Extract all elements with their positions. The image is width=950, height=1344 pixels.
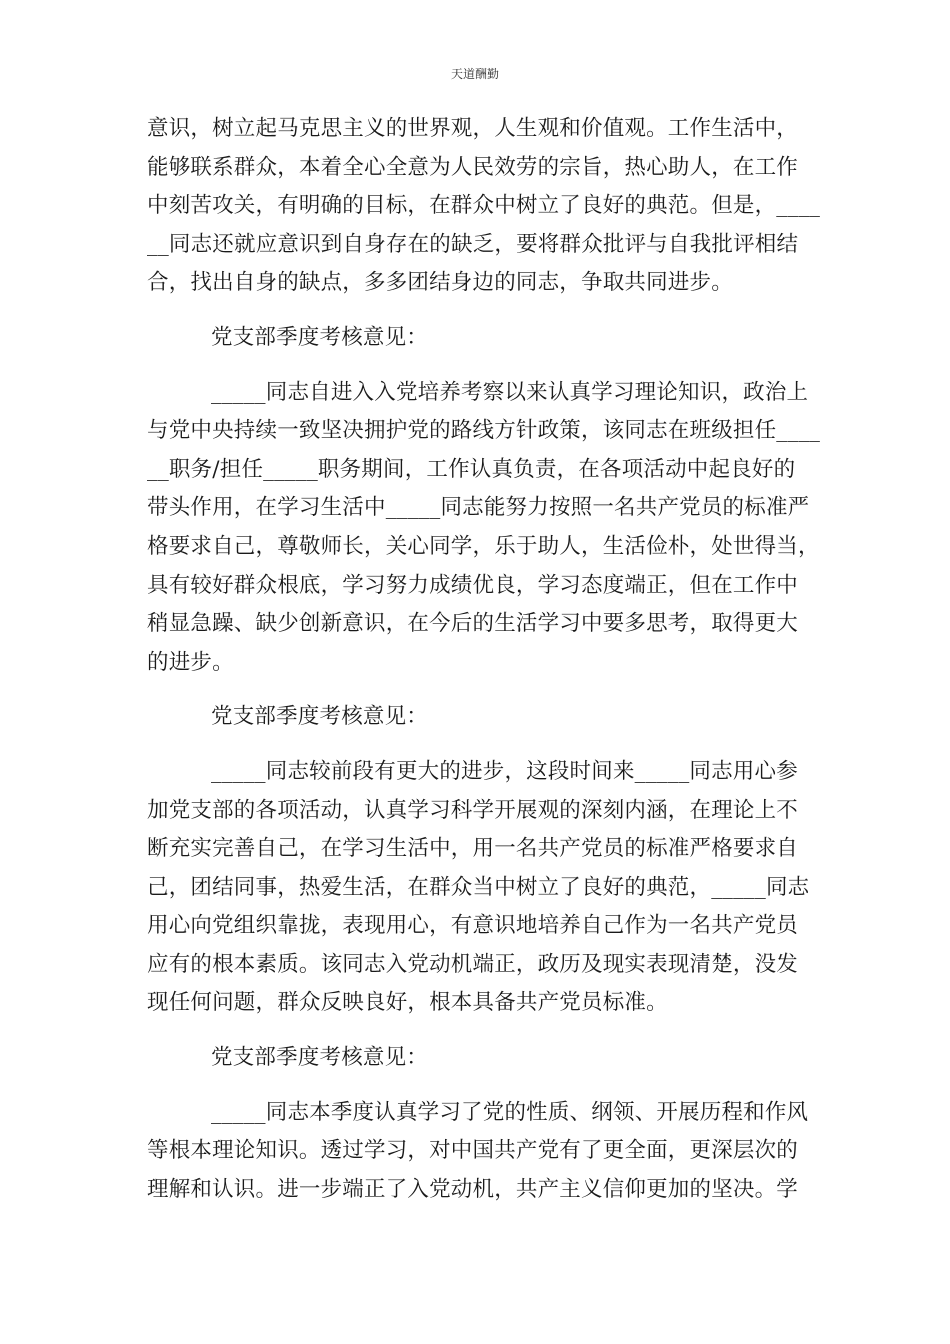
text-line: 断充实完善自己，在学习生活中，用一名共产党员的标准严格要求自 — [147, 836, 799, 862]
paragraph — [147, 1094, 807, 1210]
text-line: __职务/担任_____职务期间，工作认真负责，在各项活动中起良好的 — [147, 456, 796, 482]
text-line: _____同志本季度认真学习了党的性质、纲领、开展历程和作风 — [211, 1099, 809, 1125]
text-line: _____同志自进入入党培养考察以来认真学习理论知识，政治上 — [211, 379, 809, 405]
text-line: 的进步。 — [147, 649, 234, 675]
text-line: 用心向党组织靠拢，表现用心，有意识地培养自己作为一名共产党员 — [147, 913, 799, 939]
text-line: 等根本理论知识。透过学习，对中国共产党有了更全面，更深层次的 — [147, 1138, 799, 1164]
page-header: 天道酬勤 — [450, 67, 499, 81]
text-line: 现任何问题，群众反映良好，根本具备共产党员标准。 — [147, 990, 668, 1016]
text-line: 己，团结同事，热爱生活，在群众当中树立了良好的典范，_____同志 — [147, 874, 810, 900]
text-line: 中刻苦攻关，有明确的目标，在群众中树立了良好的典范。但是，____ — [147, 193, 821, 219]
paragraph — [147, 753, 810, 1023]
text-line: 意识，树立起马克思主义的世界观，人生观和价值观。工作生活中， — [147, 116, 799, 141]
section-heading: 党支部季度考核意见： — [211, 324, 429, 350]
text-line: __同志还就应意识到自身存在的缺乏，要将群众批评与自我批评相结 — [147, 231, 799, 257]
text-line: 加党支部的各项活动，认真学习科学开展观的深刻内涵，在理论上不 — [147, 797, 799, 823]
text-line: 格要求自己，尊敬师长，关心同学，乐于助人，生活俭朴，处世得当， — [147, 533, 820, 559]
paragraph — [147, 374, 821, 683]
text-line: 具有较好群众根底，学习努力成绩优良，学习态度端正，但在工作中 — [147, 572, 799, 598]
paragraph — [147, 110, 821, 303]
section-heading: 党支部季度考核意见： — [211, 704, 429, 730]
section-heading: 党支部季度考核意见： — [211, 1045, 429, 1071]
document-body — [147, 110, 821, 1209]
text-line: 合，找出自身的缺点，多多团结身边的同志，争取共同进步。 — [147, 270, 733, 296]
text-line: 应有的根本素质。该同志入党动机端正，政历及现实表现清楚，没发 — [147, 951, 799, 977]
text-line: 稍显急躁、缺少创新意识，在今后的生活学习中要多思考，取得更大 — [147, 611, 799, 637]
text-line: 带头作用，在学习生活中_____同志能努力按照一名共产党员的标准严 — [147, 495, 810, 521]
text-line: 理解和认识。进一步端正了入党动机，共产主义信仰更加的坚决。学 — [147, 1176, 799, 1202]
text-line: _____同志较前段有更大的进步，这段时间来_____同志用心参 — [211, 758, 798, 784]
text-line: 与党中央持续一致坚决拥护党的路线方针政策，该同志在班级担任____ — [147, 418, 821, 444]
text-line: 能够联系群众，本着全心全意为人民效劳的宗旨，热心助人，在工作 — [147, 154, 799, 180]
